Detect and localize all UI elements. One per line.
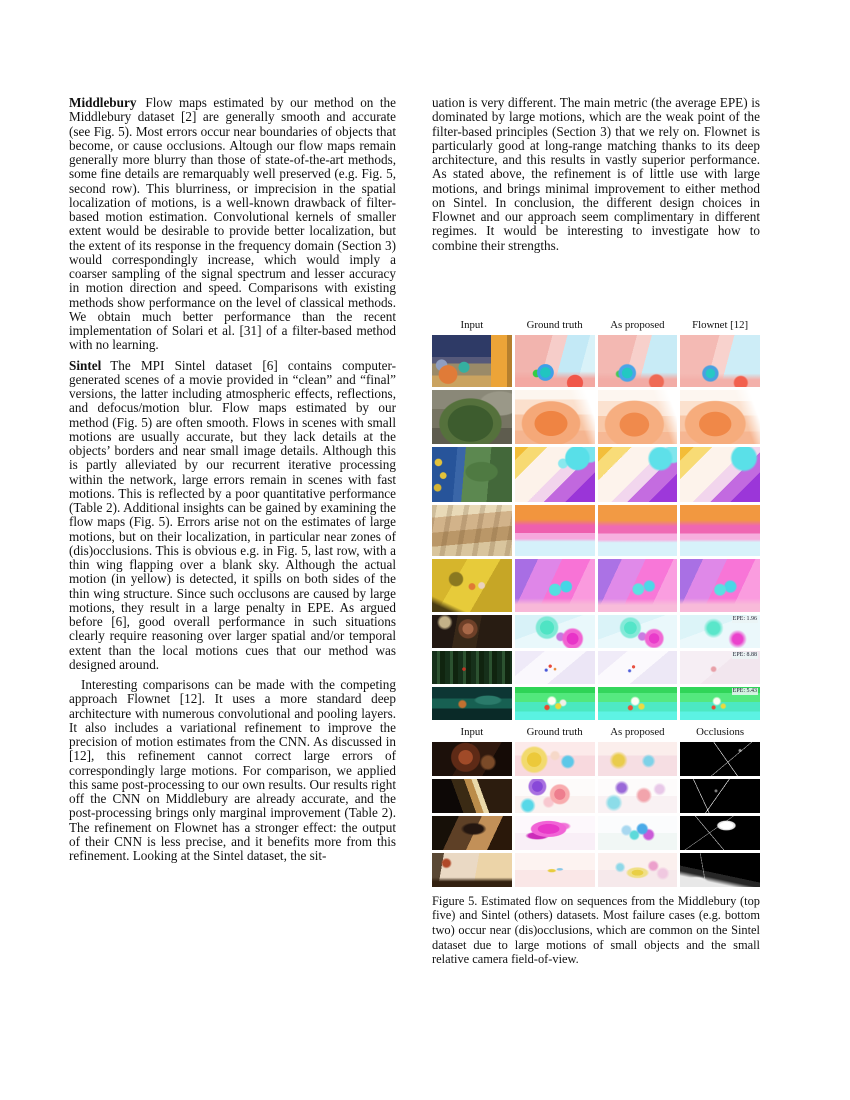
- figure-image-middlebury-schefflera-ground-truth: [515, 447, 595, 502]
- paragraph-sintel: [69, 359, 396, 673]
- figure-column-label-occlusions: Occlusions: [696, 725, 745, 738]
- paragraph-continuation: [432, 96, 760, 253]
- figure-column-label-input: Input: [460, 318, 484, 331]
- figure-image-sintel-bamboo-flownet: [680, 651, 760, 684]
- figure-image-sintel-bird-sky-occlusions: [680, 853, 760, 887]
- figure-image-middlebury-toys-flownet: [680, 335, 760, 387]
- figure-image-sintel-bird-sky-input: [432, 853, 512, 887]
- figure-column-label-ground-truth: Ground truth: [526, 318, 583, 331]
- figure-image-middlebury-flag-flownet: [680, 559, 760, 612]
- figure-image-sintel-blade-ground-truth: [515, 779, 595, 813]
- figure-row-sintel-blade: [432, 779, 760, 813]
- figure-row-sintel-girl-closeup: [432, 742, 760, 776]
- figure-row-middlebury-tree: [432, 390, 760, 444]
- figure-row-middlebury-toys: [432, 335, 760, 387]
- figure-image-middlebury-tree-ground-truth: [515, 390, 595, 444]
- paragraph-text: uation is very different. The main metric (the average EPE) is dominated by large motions, which are the weak point of the filter-based principles (Section 3) that we rely on. Flownet is particularly good at long-range matching thanks to its deep architecture, and this results in vastly superior performance. As stated above, the refinement is of little use with large motions, and brings minimal improvement to either method on Sintel. In conclusion, the different design choices in Flownet and our approach seem complimentary in different regimes. It would be interesting to investigate how to combine their strengths.: [432, 95, 760, 253]
- figure-column-label-flownet: Flownet [12]: [692, 318, 749, 331]
- figure-row-sintel-dragon-green: [432, 687, 760, 720]
- figure-image-sintel-bird-sky-ground-truth: [515, 853, 595, 887]
- right-column: [432, 96, 760, 967]
- paragraph-flownet-comparison: [69, 678, 396, 863]
- figure-image-sintel-dragon-flight-occlusions: [680, 816, 760, 850]
- epe-label: EPE: 5.43: [732, 687, 757, 694]
- figure-image-middlebury-toys-as-proposed: [598, 335, 678, 387]
- figure-image-middlebury-flag-ground-truth: [515, 559, 595, 612]
- figure-image-sintel-dragon-green-input: [432, 687, 512, 720]
- figure-row-sintel-dragon-flight: [432, 816, 760, 850]
- figure-image-middlebury-toys-input: [432, 335, 512, 387]
- paragraph-heading-middlebury: Middlebury: [69, 95, 137, 110]
- figure-image-sintel-dragon-green-flownet: [680, 687, 760, 720]
- paragraph-text: Flow maps estimated by our method on the Middlebury dataset [2] are generally smooth and accurate (see Fig. 5). Most errors occur near boundaries of objects that become, or cause occlusions. Altough our flow maps remain generally more blurry than those of state-of-the-art methods, some fine details are remarquably well preserved (e.g. Fig. 5, second row). This blurriness, or imprecision in the spatial localization of motions, is a well-known drawback of filter-based motion estimation. Convolutional kernels of smaller extent would be desirable to provide better localization, but the extent of its response in the frequency domain (Section 3) would correspondingly increase, which would imply a coarser sampling of the signal spectrum and lesser accuracy in motion direction and speed. Comparisons with existing methods show performance on the level of classical methods. We obtain much better performance than the recent implementation of Solari et al. [31] of a filter-based method with no learning.: [69, 95, 396, 353]
- figure-image-sintel-dragon-green-ground-truth: [515, 687, 595, 720]
- left-column: [69, 96, 396, 869]
- figure-image-middlebury-wooden-ground-truth: [515, 505, 595, 556]
- figure-image-middlebury-tree-as-proposed: [598, 390, 678, 444]
- figure-image-sintel-bird-sky-as-proposed: [598, 853, 678, 887]
- paragraph-heading-sintel: Sintel: [69, 357, 102, 373]
- figure-image-middlebury-schefflera-input: [432, 447, 512, 502]
- figure-row-middlebury-flag: [432, 559, 760, 612]
- epe-label: EPE: 1.96: [732, 615, 757, 622]
- figure-image-sintel-girl-closeup-as-proposed: [598, 742, 678, 776]
- figure-image-middlebury-flag-as-proposed: [598, 559, 678, 612]
- figure-image-middlebury-tree-flownet: [680, 390, 760, 444]
- figure-image-middlebury-toys-ground-truth: [515, 335, 595, 387]
- figure-image-sintel-blade-as-proposed: [598, 779, 678, 813]
- figure-header-row-2: [432, 726, 760, 739]
- figure-column-label-ground-truth: Ground truth: [526, 725, 583, 738]
- figure-image-sintel-girl-closeup-occlusions: [680, 742, 760, 776]
- figure-image-sintel-cave-girl-input: [432, 615, 512, 648]
- figure-image-sintel-dragon-flight-input: [432, 816, 512, 850]
- figure-image-middlebury-schefflera-flownet: [680, 447, 760, 502]
- figure-image-sintel-bamboo-as-proposed: [598, 651, 678, 684]
- figure-image-sintel-dragon-flight-as-proposed: [598, 816, 678, 850]
- paragraph-text: Interesting comparisons can be made with the competing approach Flownet [12]. It uses a more standard deep architecture with numerous convolutional and pooling layers. It also includes a variational refinement to improve the precision of motion estimates from the CNN. As discussed in [12], this refinement cannot correct large errors of correspondingly large motions. For comparison, we applied this same post-processing to our own results. Our results right off the CNN on Middlebury are already accurate, and the post-processing brings only marginal improvement (Table 2). The refinement on Flownet has a stronger effect: the output of their CNN is less precise, and it benefits more from this refinement. Looking at the Sintel dataset, the sit-: [69, 677, 396, 863]
- figure-row-middlebury-wooden: [432, 505, 760, 556]
- figure-row-sintel-bird-sky: [432, 853, 760, 887]
- figure-column-label-as-proposed: As proposed: [610, 725, 665, 738]
- figure-image-middlebury-wooden-as-proposed: [598, 505, 678, 556]
- figure-image-sintel-cave-girl-ground-truth: [515, 615, 595, 648]
- figure-image-sintel-bamboo-ground-truth: [515, 651, 595, 684]
- paragraph-middlebury: [69, 96, 396, 353]
- figure-image-middlebury-schefflera-as-proposed: [598, 447, 678, 502]
- figure-row-sintel-bamboo: [432, 651, 760, 684]
- figure-column-label-as-proposed: As proposed: [610, 318, 665, 331]
- figure-caption: Figure 5. Estimated flow on sequences from the Middlebury (top five) and Sintel (others) datasets. Most failure cases (e.g. bottom two) occur near (dis)occlusions, which are common on the Sintel dataset due to large motions of small objects and the small relative camera field-of-view.: [432, 893, 760, 967]
- figure-image-sintel-girl-closeup-ground-truth: [515, 742, 595, 776]
- figure-image-sintel-cave-girl-flownet: [680, 615, 760, 648]
- figure-image-sintel-bamboo-input: [432, 651, 512, 684]
- figure-image-middlebury-flag-input: [432, 559, 512, 612]
- figure-image-sintel-blade-input: [432, 779, 512, 813]
- figure-image-middlebury-tree-input: [432, 390, 512, 444]
- figure-row-sintel-cave-girl: [432, 615, 760, 648]
- figure-image-middlebury-wooden-flownet: [680, 505, 760, 556]
- figure-image-sintel-dragon-flight-ground-truth: [515, 816, 595, 850]
- figure-image-sintel-girl-closeup-input: [432, 742, 512, 776]
- figure-row-middlebury-schefflera: [432, 447, 760, 502]
- figure-header-row-1: [432, 319, 760, 332]
- figure-grid: [432, 319, 760, 887]
- figure-image-middlebury-wooden-input: [432, 505, 512, 556]
- epe-label: EPE: 8.88: [732, 651, 757, 658]
- figure-image-sintel-dragon-green-as-proposed: [598, 687, 678, 720]
- figure-image-sintel-cave-girl-as-proposed: [598, 615, 678, 648]
- figure-image-sintel-blade-occlusions: [680, 779, 760, 813]
- figure-column-label-input: Input: [460, 725, 484, 738]
- paragraph-text: The MPI Sintel dataset [6] contains computer-generated scenes of a movie provided in “clean” and “final” versions, the latter including atmospheric effects, reflections, and defocus/motion blur. Flow maps estimated by our method (Fig. 5) are often smooth. Flows in scenes with small motions are usually accurate, but they lack details at the objects’ borders and near small image details. Although this is partly alleviated by our recurrent iterative processing within the network, large errors remain in scenes with fast motions. This is reflected by a poor quantitative performance (Table 2). Additional insights can be gained by examining the flow maps (Fig. 5). Errors arise not on the estimates of large motions, but on their localization, in particular near zones of (dis)occlusions. This is obvious e.g. in Fig. 5, last row, with a thin wing flapping over a blank sky. Although the actual motion (in yellow) is detected, it spills on both sides of the thin wing structure. Since such occlusons are caused by large motions, they result in a large penalty in EPE. As argued before [6], good overall performance in such situations clearly require reasoning over larger spatial and/or temporal extent than the local motions cues that our method was designed around.: [69, 357, 396, 672]
- figure-5: [432, 319, 760, 967]
